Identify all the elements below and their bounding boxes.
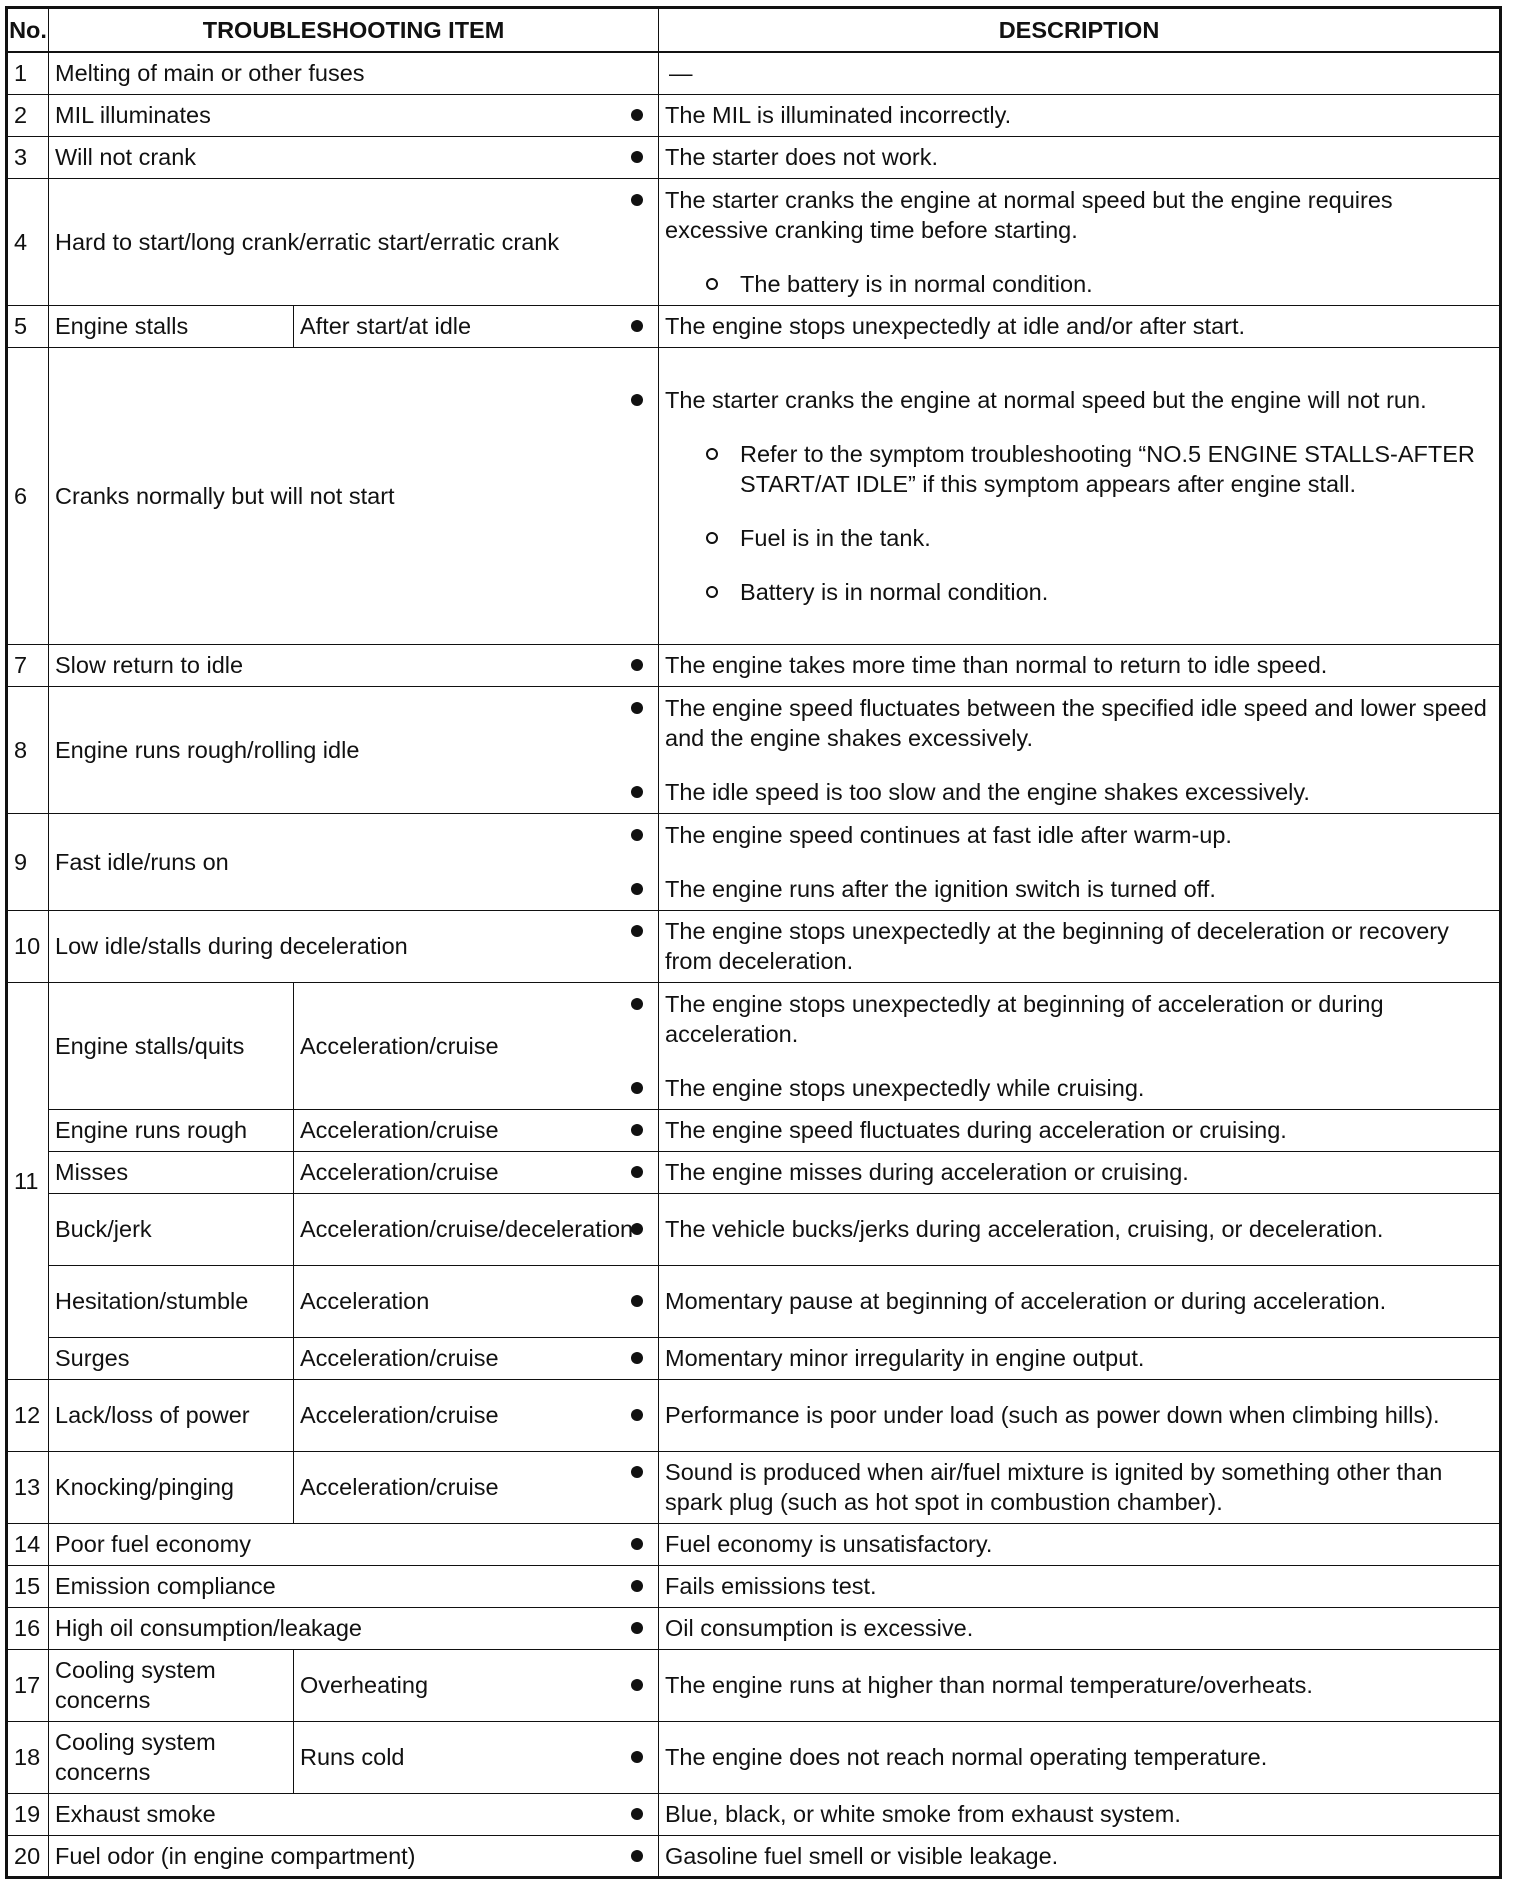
description-text: Performance is poor under load (such as power down when climbing hills). — [665, 1402, 1440, 1428]
description-text: The MIL is illuminated incorrectly. — [665, 102, 1012, 128]
description-text: The starter cranks the engine at normal speed but the engine requires excessive cranking time before starting. — [665, 186, 1393, 243]
description-text: The engine does not reach normal operating temperature. — [665, 1744, 1268, 1770]
description-bullet — [665, 1343, 1493, 1373]
description-bullet — [665, 311, 1493, 341]
troubleshooting-item: Engine stalls — [49, 305, 294, 347]
troubleshooting-item: Engine runs rough — [49, 1109, 294, 1151]
description-bullet — [665, 385, 1493, 415]
row-number: 19 — [7, 1793, 49, 1835]
troubleshooting-item: Buck/jerk — [49, 1193, 294, 1265]
bullet-icon — [631, 385, 643, 415]
bullet-icon — [631, 1529, 643, 1559]
ring-bullet-icon — [706, 577, 718, 607]
bullet-icon — [631, 989, 643, 1019]
condition: Runs cold — [294, 1721, 659, 1793]
table-row — [7, 305, 1501, 347]
row-number: 20 — [7, 1835, 49, 1877]
description-cell — [659, 52, 1501, 94]
troubleshooting-item: Surges — [49, 1337, 294, 1379]
table-row — [7, 136, 1501, 178]
description-bullet — [665, 1115, 1493, 1145]
description-text: The engine runs after the ignition switch is turned off. — [665, 875, 1216, 902]
condition: Acceleration/cruise — [294, 1337, 659, 1379]
row-number: 3 — [7, 136, 49, 178]
description-bullet — [665, 1286, 1493, 1316]
description-cell — [659, 178, 1501, 305]
bullet-icon — [631, 1286, 643, 1316]
bullet-icon — [631, 1841, 643, 1871]
table-row — [7, 1109, 1501, 1151]
row-number: 9 — [7, 813, 49, 910]
bullet-icon — [631, 916, 643, 946]
troubleshooting-item: MIL illuminates — [49, 94, 659, 136]
description-bullet — [665, 1841, 1493, 1871]
bullet-icon — [631, 693, 643, 723]
table-row — [7, 1793, 1501, 1835]
description-bullet — [665, 1529, 1493, 1559]
troubleshooting-item: Hesitation/stumble — [49, 1265, 294, 1337]
description-cell — [659, 1109, 1501, 1151]
description-text: The starter cranks the engine at normal speed but the engine will not run. — [665, 386, 1427, 413]
bullet-icon — [631, 100, 643, 130]
troubleshooting-item: Misses — [49, 1151, 294, 1193]
table-row — [7, 1337, 1501, 1379]
troubleshooting-item: Lack/loss of power — [49, 1379, 294, 1451]
header-troubleshooting-item: TROUBLESHOOTING ITEM — [49, 8, 659, 53]
row-number: 11 — [7, 982, 49, 1379]
description-text: The engine stops unexpectedly at idle and/or after start. — [665, 313, 1246, 339]
row-number: 12 — [7, 1379, 49, 1451]
troubleshooting-item: Fast idle/runs on — [49, 813, 659, 910]
condition: Overheating — [294, 1649, 659, 1721]
table-row — [7, 1193, 1501, 1265]
condition: Acceleration — [294, 1265, 659, 1337]
condition: Acceleration/cruise — [294, 1451, 659, 1523]
row-number: 13 — [7, 1451, 49, 1523]
bullet-icon — [631, 650, 643, 680]
row-number: 4 — [7, 178, 49, 305]
description-cell — [659, 1265, 1501, 1337]
description-text: Fuel is in the tank. — [740, 524, 931, 551]
troubleshooting-item: Cooling system concerns — [49, 1721, 294, 1793]
row-number: 1 — [7, 52, 49, 94]
bullet-icon — [631, 1214, 643, 1244]
table-row — [7, 94, 1501, 136]
description-cell — [659, 1193, 1501, 1265]
description-cell — [659, 1793, 1501, 1835]
row-number: 6 — [7, 347, 49, 644]
row-number: 16 — [7, 1607, 49, 1649]
troubleshooting-item: Emission compliance — [49, 1565, 659, 1607]
troubleshooting-item: Will not crank — [49, 136, 659, 178]
description-text: Momentary minor irregularity in engine output. — [665, 1345, 1145, 1371]
row-number: 15 — [7, 1565, 49, 1607]
troubleshooting-item: Engine runs rough/rolling idle — [49, 686, 659, 813]
description-bullet — [665, 820, 1493, 850]
troubleshooting-item: Fuel odor (in engine compartment) — [49, 1835, 659, 1877]
description-text: Fuel economy is unsatisfactory. — [665, 1531, 993, 1557]
bullet-icon — [631, 142, 643, 172]
table-row — [7, 1649, 1501, 1721]
description-bullet — [665, 650, 1493, 680]
description-text: The engine speed continues at fast idle after warm-up. — [665, 821, 1232, 848]
row-number: 7 — [7, 644, 49, 686]
troubleshooting-item: Hard to start/long crank/erratic start/erratic crank — [49, 178, 659, 305]
table-body — [7, 8, 1501, 1878]
bullet-icon — [631, 185, 643, 215]
condition: Acceleration/cruise — [294, 1379, 659, 1451]
description-cell — [659, 1607, 1501, 1649]
troubleshooting-item: Slow return to idle — [49, 644, 659, 686]
row-number: 14 — [7, 1523, 49, 1565]
bullet-icon — [631, 1073, 643, 1103]
description-cell — [659, 347, 1501, 644]
troubleshooting-item: Knocking/pinging — [49, 1451, 294, 1523]
description-text: Oil consumption is excessive. — [665, 1615, 974, 1641]
description-bullet — [665, 1571, 1493, 1601]
condition: Acceleration/cruise — [294, 1109, 659, 1151]
description-bullet — [665, 1157, 1493, 1187]
description-cell — [659, 305, 1501, 347]
description-cell — [659, 1649, 1501, 1721]
description-cell — [659, 1721, 1501, 1793]
troubleshooting-table — [5, 6, 1502, 1879]
header-row — [7, 8, 1501, 53]
troubleshooting-sheet — [5, 6, 1502, 1879]
description-cell — [659, 1565, 1501, 1607]
empty-dash: — — [669, 60, 693, 87]
description-bullet — [665, 1214, 1493, 1244]
description-cell — [659, 94, 1501, 136]
bullet-icon — [631, 1799, 643, 1829]
table-row — [7, 1607, 1501, 1649]
description-text: The battery is in normal condition. — [740, 270, 1093, 297]
description-bullet — [665, 1742, 1493, 1772]
description-cell — [659, 1151, 1501, 1193]
description-bullet — [665, 1457, 1493, 1517]
description-bullet — [665, 1073, 1493, 1103]
description-sub-bullet — [740, 439, 1493, 499]
description-bullet — [665, 142, 1493, 172]
description-cell — [659, 136, 1501, 178]
troubleshooting-item: Cranks normally but will not start — [49, 347, 659, 644]
troubleshooting-item: Low idle/stalls during deceleration — [49, 910, 659, 982]
table-row — [7, 347, 1501, 644]
description-text: Fails emissions test. — [665, 1573, 877, 1599]
description-text: The engine stops unexpectedly at the beginning of deceleration or recovery from deceleration. — [665, 918, 1449, 974]
table-row — [7, 1721, 1501, 1793]
description-bullet — [665, 1613, 1493, 1643]
description-cell — [659, 1523, 1501, 1565]
description-sub-bullet — [740, 269, 1493, 299]
troubleshooting-item: High oil consumption/leakage — [49, 1607, 659, 1649]
description-bullet — [665, 693, 1493, 753]
ring-bullet-icon — [706, 439, 718, 469]
description-text: The vehicle bucks/jerks during acceleration, cruising, or deceleration. — [665, 1216, 1384, 1242]
table-row — [7, 910, 1501, 982]
description-bullet — [665, 777, 1493, 807]
row-number: 8 — [7, 686, 49, 813]
bullet-icon — [631, 1457, 643, 1487]
table-row — [7, 686, 1501, 813]
table-row — [7, 982, 1501, 1109]
table-row — [7, 178, 1501, 305]
description-text: The starter does not work. — [665, 144, 938, 170]
description-bullet — [665, 1799, 1493, 1829]
description-bullet — [665, 989, 1493, 1049]
description-bullet — [665, 916, 1493, 976]
condition: After start/at idle — [294, 305, 659, 347]
description-text: Refer to the symptom troubleshooting “NO.5 ENGINE STALLS-AFTER START/AT IDLE” if this symptom appears after engine stall. — [740, 440, 1475, 497]
ring-bullet-icon — [706, 269, 718, 299]
bullet-icon — [631, 311, 643, 341]
description-cell — [659, 910, 1501, 982]
description-text: The engine speed fluctuates between the specified idle speed and lower speed and the engine shakes excessively. — [665, 694, 1487, 751]
condition: Acceleration/cruise — [294, 982, 659, 1109]
row-number: 17 — [7, 1649, 49, 1721]
troubleshooting-item: Cooling system concerns — [49, 1649, 294, 1721]
row-number: 5 — [7, 305, 49, 347]
row-number: 10 — [7, 910, 49, 982]
description-sub-bullet — [740, 523, 1493, 553]
description-cell — [659, 982, 1501, 1109]
table-row — [7, 813, 1501, 910]
description-bullet — [665, 100, 1493, 130]
description-text: Sound is produced when air/fuel mixture is ignited by something other than spark plug (such as hot spot in combustion chamber). — [665, 1459, 1443, 1515]
description-text: Momentary pause at beginning of acceleration or during acceleration. — [665, 1288, 1387, 1314]
description-text: Blue, black, or white smoke from exhaust system. — [665, 1801, 1181, 1827]
ring-bullet-icon — [706, 523, 718, 553]
table-row — [7, 1523, 1501, 1565]
bullet-icon — [631, 1613, 643, 1643]
description-bullet — [665, 185, 1493, 245]
table-row — [7, 1835, 1501, 1877]
description-cell — [659, 1337, 1501, 1379]
description-bullet — [665, 1400, 1493, 1430]
condition: Acceleration/cruise/deceleration — [294, 1193, 659, 1265]
troubleshooting-item: Exhaust smoke — [49, 1793, 659, 1835]
bullet-icon — [631, 1157, 643, 1187]
bullet-icon — [631, 820, 643, 850]
header-no: No. — [7, 8, 49, 53]
row-number: 2 — [7, 94, 49, 136]
bullet-icon — [631, 1400, 643, 1430]
bullet-icon — [631, 777, 643, 807]
description-cell — [659, 813, 1501, 910]
table-row — [7, 52, 1501, 94]
condition: Acceleration/cruise — [294, 1151, 659, 1193]
description-text: The engine runs at higher than normal temperature/overheats. — [665, 1672, 1313, 1698]
description-text: Gasoline fuel smell or visible leakage. — [665, 1842, 1059, 1869]
bullet-icon — [631, 1742, 643, 1772]
table-row — [7, 1151, 1501, 1193]
description-text: The engine takes more time than normal to return to idle speed. — [665, 652, 1328, 678]
description-text: The engine stops unexpectedly while cruising. — [665, 1074, 1145, 1101]
description-text: The engine misses during acceleration or cruising. — [665, 1159, 1189, 1185]
description-cell — [659, 686, 1501, 813]
description-cell — [659, 1835, 1501, 1877]
troubleshooting-item: Poor fuel economy — [49, 1523, 659, 1565]
description-text: Battery is in normal condition. — [740, 578, 1049, 605]
header-description: DESCRIPTION — [659, 8, 1501, 53]
description-cell — [659, 1451, 1501, 1523]
bullet-icon — [631, 1571, 643, 1601]
bullet-icon — [631, 1670, 643, 1700]
bullet-icon — [631, 1115, 643, 1145]
description-text: The engine speed fluctuates during acceleration or cruising. — [665, 1117, 1287, 1143]
row-number: 18 — [7, 1721, 49, 1793]
troubleshooting-item: Engine stalls/quits — [49, 982, 294, 1109]
table-row — [7, 1451, 1501, 1523]
description-cell — [659, 644, 1501, 686]
description-cell — [659, 1379, 1501, 1451]
description-text: The engine stops unexpectedly at beginning of acceleration or during acceleration. — [665, 990, 1384, 1047]
description-bullet — [665, 874, 1493, 904]
table-row — [7, 1265, 1501, 1337]
table-row — [7, 1565, 1501, 1607]
description-bullet — [665, 1670, 1493, 1700]
description-sub-bullet — [740, 577, 1493, 607]
bullet-icon — [631, 1343, 643, 1373]
table-row — [7, 1379, 1501, 1451]
table-row — [7, 644, 1501, 686]
bullet-icon — [631, 874, 643, 904]
troubleshooting-item: Melting of main or other fuses — [49, 52, 659, 94]
description-text: The idle speed is too slow and the engine shakes excessively. — [665, 778, 1310, 805]
